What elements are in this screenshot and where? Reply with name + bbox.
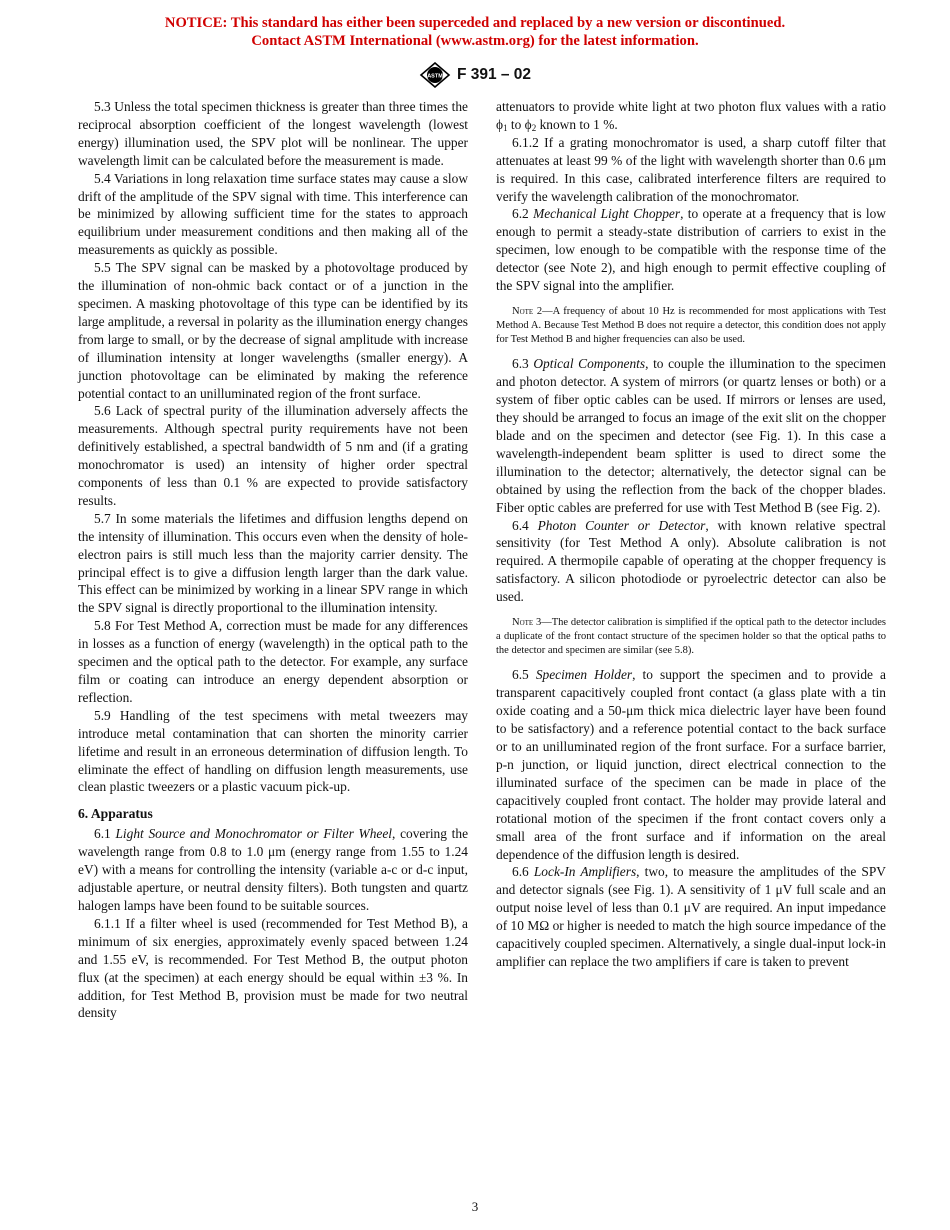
paragraph-6-4-number: 6.4 [512, 517, 529, 533]
paragraph-6-4-title: Photon Counter or Detector [537, 517, 706, 533]
paragraph-6-3-number: 6.3 [512, 356, 529, 372]
paragraph-6-3-title: Optical Components [533, 356, 646, 372]
note-2 [496, 305, 886, 346]
note-2-text: —A frequency of about 10 Hz is recommended for most applications with Test Method A. Because Test Method B does not require a detector, this condition does not apply for Test Method B and higher frequencies can also be used. [496, 305, 886, 345]
paragraph-6-5-number: 6.5 [512, 667, 529, 683]
left-column [78, 98, 468, 1022]
paragraph-6-1-1-continued [496, 98, 886, 134]
astm-logo-icon [419, 62, 451, 88]
paragraph-6-3-text: , to couple the illumination to the specimen and photon detector. A system of mirrors (or quartz lenses or both) or a system of fiber optic cables can be used. If mirrors or lenses are used, they should be arranged to focus an image of the exit slit on the chopper blade and on the specimen and detector (see Fig. 1). In this case a wavelength-independent beam splitter is used to direct some the illumination to the detector; alternatively, the detector signal can be obtained by using the reflection from the back of the chopper blades. Fiber optic cables are preferred for use with Test Method B (see Fig. 2). [496, 356, 886, 515]
paragraph-5-7: 5.7 In some materials the lifetimes and diffusion lengths depend on the intensity of illumination. This occurs even when the density of hole-electron pairs is still much less than the majority carrier density. The principal effect is to give a diffusion length larger than the dark value. This effect can be minimized by working in a linear SPV range in which the SPV signal is directly proportional to the illumination intensity. [78, 510, 468, 616]
notice-line-1: NOTICE: This standard has either been superceded and replaced by a new version or discontinued. [164, 15, 786, 31]
phi-subscript-1: 1 [503, 122, 508, 133]
page-number: 3 [471, 1199, 479, 1214]
paragraph-6-6 [496, 863, 886, 970]
paragraph-5-3: 5.3 Unless the total specimen thickness is greater than three times the reciprocal absorption coefficient of the longest wavelength (lowest energy) illumination used, the SPV plot will be nonlinear. The upper wavelength limit can be calculated before the measurement is made. [78, 99, 468, 168]
paragraph-5-8: 5.8 For Test Method A, correction must be made for any differences in losses as a function of energy (wavelength) in the optical path to the specimen and the optical path to the detector. For example, any surface film or coating can introduce an energy dependent absorption or reflection. [78, 618, 468, 705]
phi-subscript-2: 2 [531, 122, 537, 133]
paragraph-6-5 [496, 666, 886, 863]
paragraph-6-2 [496, 205, 886, 295]
paragraph-6-1-title: Light Source and Monochromator or Filter Wheel [115, 826, 393, 842]
paragraph-6-5-text: , to support the specimen and to provide a transparent capacitively coupled front contact (a glass plate with a tin oxide coating and a 50-μm thick mica dielectric layer have been found to be satisfactory) and a reference potential contact to the back surface or to an unilluminated region of the front surface. For a surface barrier, p-n junction, or liquid junction, direct electrical connection to the illuminated surface of the specimen can be made in place of the capacitively coupled front contact. The holder may provide lateral and rotational motion of the specimen if the front contact covers only a small area of the front surface and if information on the areal dependence of the diffusion length is desired. [496, 667, 886, 862]
paragraph-5-6: 5.6 Lack of spectral purity of the illumination adversely affects the measurements. Although spectral purity requirements have not been definitively established, a spectral bandwidth of 5 nm and (if a grating monochromator is used) an intensity of higher order spectral components of less than 0.1 % are expected to provide satisfactory results. [78, 403, 468, 508]
continued-text-b: to ϕ [507, 116, 532, 132]
paragraph-5-9: 5.9 Handling of the test specimens with metal tweezers may introduce metal contamination that can shorten the minority carrier lifetime and result in an erroneous determination of diffusion length. To eliminate the effect of handling on diffusion length measurements, use clean plastic tweezers or a plastic vacuum pick-up. [78, 707, 468, 795]
paragraph-6-1-number: 6.1 [94, 826, 111, 842]
paragraph-6-1-2: 6.1.2 If a grating monochromator is used, a sharp cutoff filter that attenuates at least 99 % of the light with wavelength shorter than 0.6 μm is required. In this case, calibrated interference filters are required to verify the wavelength calibration of the monochromator. [496, 134, 886, 204]
continued-text-c: known to 1 %. [536, 116, 618, 132]
continued-text-a: attenuators to provide white light at two photon flux values with a ratio ϕ [496, 99, 886, 132]
paragraph-6-4 [496, 517, 886, 607]
paragraph-6-1 [78, 825, 468, 915]
paragraph-6-4-text: , with known relative spectral sensitivity (for Test Method A only). Absolute calibration is not required. A thermopile capable of operating at the chopper frequency is satisfactory. A silicon photodiode or pyroelectric detector can also be used. [496, 517, 887, 605]
paragraph-5-4: 5.4 Variations in long relaxation time surface states may cause a slow drift of the amplitude of the SPV signal with time. This interference can be minimized by allowing sufficient time for the states to approach equilibrium under measurement conditions and then making all of the measurements as quickly as possible. [78, 170, 468, 258]
paragraph-6-5-title: Specimen Holder [535, 667, 633, 683]
note-3-text: —The detector calibration is simplified if the optical path to the detector includes a duplicate of the front contact structure of the specimen holder so that the optical paths to the detector and specimen are similar (see 5.8). [496, 617, 886, 656]
note-3-label: Note 3 [512, 617, 542, 629]
standard-designation: F 391 – 02 [456, 66, 532, 83]
paragraph-5-5: 5.5 The SPV signal can be masked by a photovoltage produced by the illumination of non-ohmic back contact or of a junction in the specimen. A masking photovoltage of this type can be identified by its large amplitude, a reversal in polarity as the illumination energy changes from large to small, or by the decrease of signal amplitude with increase of illumination intensity at longer wavelengths (smaller energy). A junction photovoltage can be eliminated by making the reference potential contact to an unilluminated region of the front surface. [78, 260, 468, 401]
astm-logo-text: ASTM [427, 73, 443, 80]
paragraph-6-6-number: 6.6 [512, 864, 529, 880]
paragraph-6-2-title: Mechanical Light Chopper [533, 206, 681, 222]
paragraph-6-2-text: , to operate at a frequency that is low enough to permit a steady-state distribution of carriers to exist in the specimen, low enough to be compatible with the response time of the detector (see Note 2), and high enough to permit effective coupling of the SPV signal into the amplifier. [496, 206, 886, 294]
notice-line-2: Contact ASTM International (www.astm.org) for the latest information. [251, 33, 699, 49]
paragraph-6-1-text: , covering the wavelength range from 0.8 to 1.0 μm (energy range from 1.55 to 1.24 eV) with a means for controlling the intensity (variable a-c or d-c input, adjustable aperture, or neutral density filters). Both tungsten and quartz halogen lamps have been found to be suitable sources. [78, 826, 469, 913]
page-header [0, 62, 950, 88]
notice-banner [0, 14, 950, 50]
note-3 [496, 616, 886, 657]
section-heading-apparatus: 6. Apparatus [78, 806, 153, 822]
note-2-label: Note 2 [512, 305, 543, 317]
paragraph-6-1-1: 6.1.1 If a filter wheel is used (recommended for Test Method B), a minimum of six energies, approximately evenly spaced between 1.24 and 1.55 eV, is recommended. For Test Method B, the output photon flux (at the specimen) at each energy should be equal within ±3 %. In addition, for Test Method B, provision must be made for two neutral density [78, 915, 468, 1021]
paragraph-6-2-number: 6.2 [512, 206, 529, 222]
paragraph-6-3 [496, 355, 886, 516]
paragraph-6-6-title: Lock-In Amplifiers [533, 864, 637, 880]
right-column [496, 98, 886, 971]
paragraph-6-6-text: , two, to measure the amplitudes of the SPV and detector signals (see Fig. 1). A sensitivity of 1 μV full scale and an output noise level of less than 0.1 μV are required. An input impedance of 10 MΩ or higher is needed to match the high source impedance of the capacitively coupled specimen. Alternatively, a single dual-input lock-in amplifier can replace the two amplifiers if care is taken to prevent [496, 864, 886, 969]
